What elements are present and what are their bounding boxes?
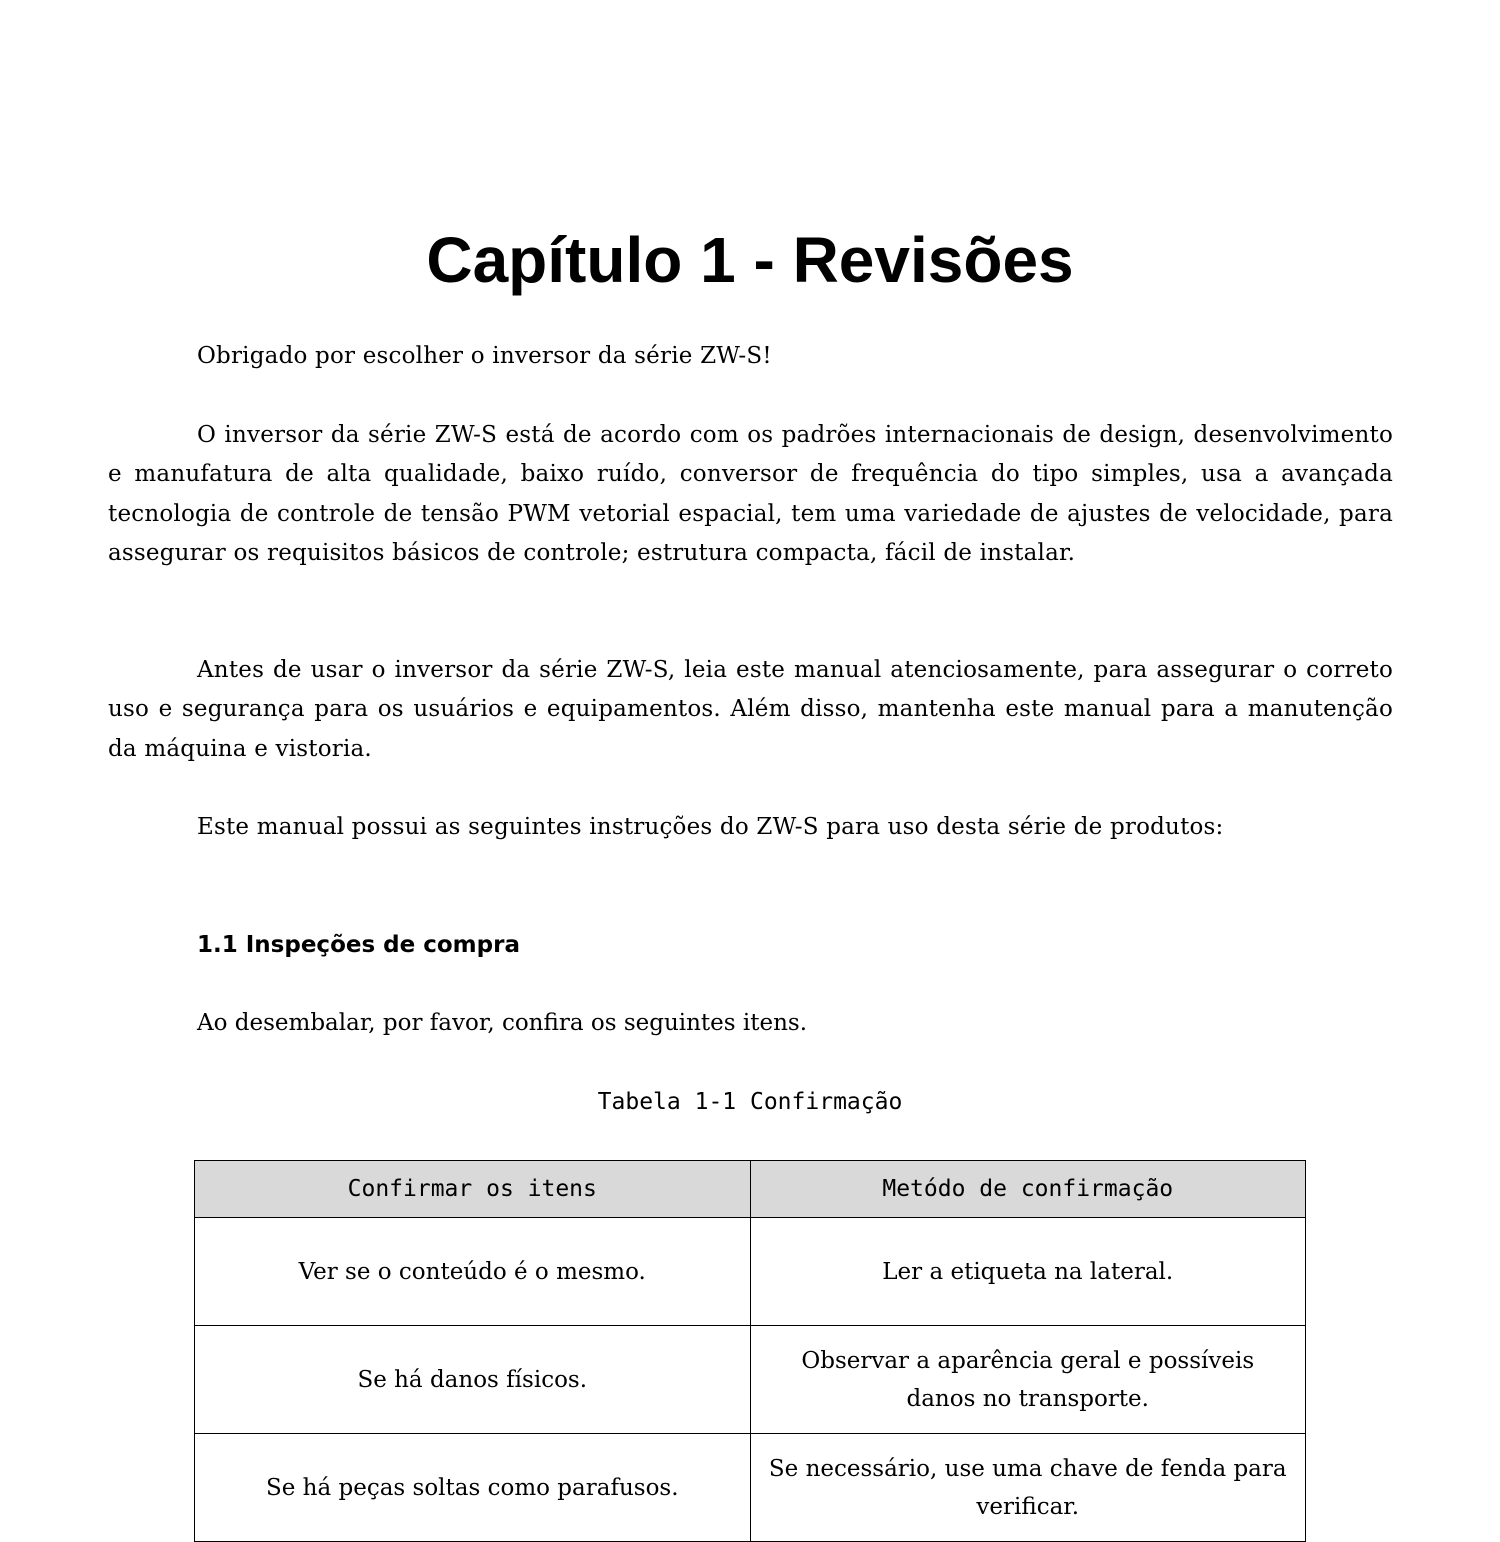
paragraph-read-manual: Antes de usar o inversor da série ZW-S, leia este manual atenciosamente, para assegurar o correto uso e segurança para os usuários e equipamentos. Além disso, mantenha este manual para a manutenção da máquina e vistoria. [108, 657, 1393, 762]
table-caption: Tabela 1-1 Confirmação [597, 1089, 903, 1115]
table-cell: Observar a aparência geral e possíveis danos no transporte. [750, 1326, 1306, 1434]
section-intro: Ao desembalar, por favor, confira os seguintes itens. [197, 1010, 808, 1036]
table-header-cell: Metódo de confirmação [750, 1161, 1306, 1218]
confirmation-table [194, 1160, 1306, 1542]
table-row [195, 1218, 1306, 1326]
section-heading: 1.1 Inspeções de compra [197, 932, 520, 958]
table-header-cell: Confirmar os itens [195, 1161, 751, 1218]
paragraph-description: O inversor da série ZW-S está de acordo com os padrões internacionais de design, desenvolvimento e manufatura de alta qualidade, baixo ruído, conversor de frequência do tipo simples, usa a avançada tecnologia de controle de tensão PWM vetorial espacial, tem uma variedade de ajustes de velocidade, para assegurar os requisitos básicos de controle; estrutura compacta, fácil de instalar. [108, 422, 1393, 566]
table-cell: Se há danos físicos. [195, 1326, 751, 1434]
table-row [195, 1434, 1306, 1542]
table-cell: Se há peças soltas como parafusos. [195, 1434, 751, 1542]
chapter-title: Capítulo 1 - Revisões [426, 224, 1074, 296]
paragraph-instructions: Este manual possui as seguintes instruções do ZW-S para uso desta série de produtos: [197, 814, 1224, 840]
table-cell: Ler a etiqueta na lateral. [750, 1218, 1306, 1326]
table-row [195, 1326, 1306, 1434]
table-cell: Se necessário, use uma chave de fenda para verificar. [750, 1434, 1306, 1542]
table-cell: Ver se o conteúdo é o mesmo. [195, 1218, 751, 1326]
paragraph-thanks: Obrigado por escolher o inversor da série ZW-S! [197, 343, 772, 369]
table-header-row [195, 1161, 1306, 1218]
